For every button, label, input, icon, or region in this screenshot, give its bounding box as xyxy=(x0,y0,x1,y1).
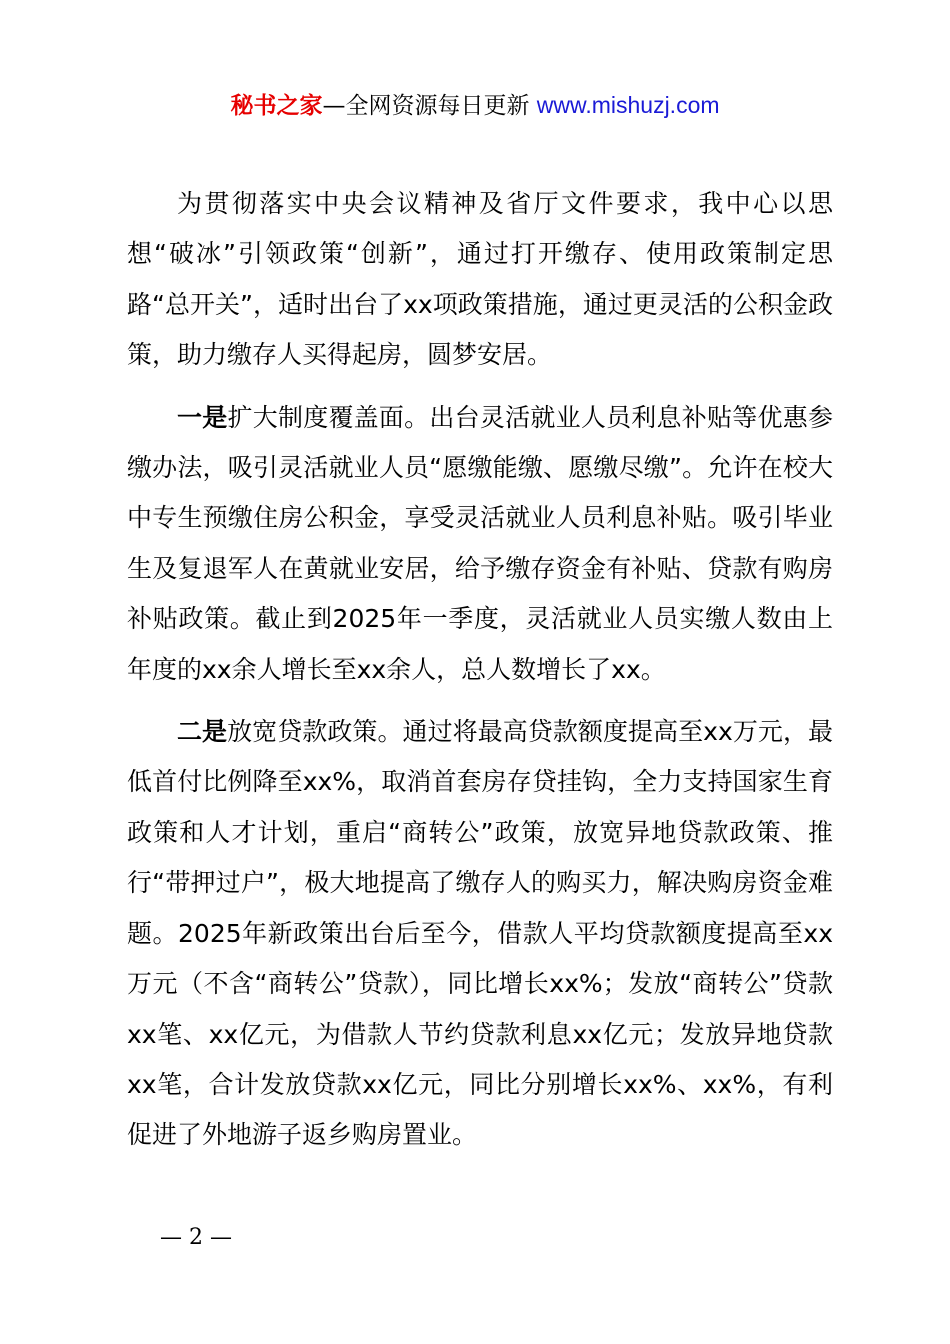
paragraph-text: 为贯彻落实中央会议精神及省厅文件要求，我中心以思想“破冰”引领政策“创新”，通过打开缴存、使用政策制定思路“总开关”，适时出台了xx项政策措施，通过更灵活的公积金政策，助力缴存人买得起房，圆梦安居。 xyxy=(127,189,833,370)
paragraph-text: 扩大制度覆盖面。出台灵活就业人员利息补贴等优惠参缴办法，吸引灵活就业人员“愿缴能缴、愿缴尽缴”。允许在校大中专生预缴住房公积金，享受灵活就业人员利息补贴。吸引毕业生及复退军人在黄就业安居，给予缴存资金有补贴、贷款有购房补贴政策。截止到2025年一季度，灵活就业人员实缴人数由上年度的xx余人增长至xx余人，总人数增长了xx。 xyxy=(127,402,833,684)
paragraph-text: 放宽贷款政策。通过将最高贷款额度提高至xx万元，最低首付比例降至xx%，取消首套房存贷挂钩，全力支持国家生育政策和人才计划，重启“商转公”政策，放宽异地贷款政策、推行“带押过户”，极大地提高了缴存人的购买力，解决购房资金难题。2025年新政策出台后至今，借款人平均贷款额度提高至xx万元（不含“商转公”贷款），同比增长xx%；发放“商转公”贷款xx笔、xx亿元，为借款人节约贷款利息xx亿元；发放异地贷款xx笔，合计发放贷款xx亿元，同比分别增长xx%、xx%，有利促进了外地游子返乡购房置业。 xyxy=(127,717,833,1150)
point-two-paragraph xyxy=(127,707,833,1161)
header-separator: — xyxy=(322,93,346,119)
page-number: — 2 — xyxy=(160,1225,232,1250)
document-body xyxy=(127,179,833,1173)
paragraph-lead: 二是 xyxy=(177,717,228,747)
header-tagline: 全网资源每日更新 xyxy=(345,93,530,119)
site-header xyxy=(0,88,950,123)
point-one-paragraph xyxy=(127,393,833,695)
site-brand: 秘书之家 xyxy=(230,93,323,119)
intro-paragraph xyxy=(127,179,833,381)
paragraph-lead: 一是 xyxy=(177,402,228,432)
site-url-link[interactable]: www.mishuzj.com xyxy=(536,92,720,118)
